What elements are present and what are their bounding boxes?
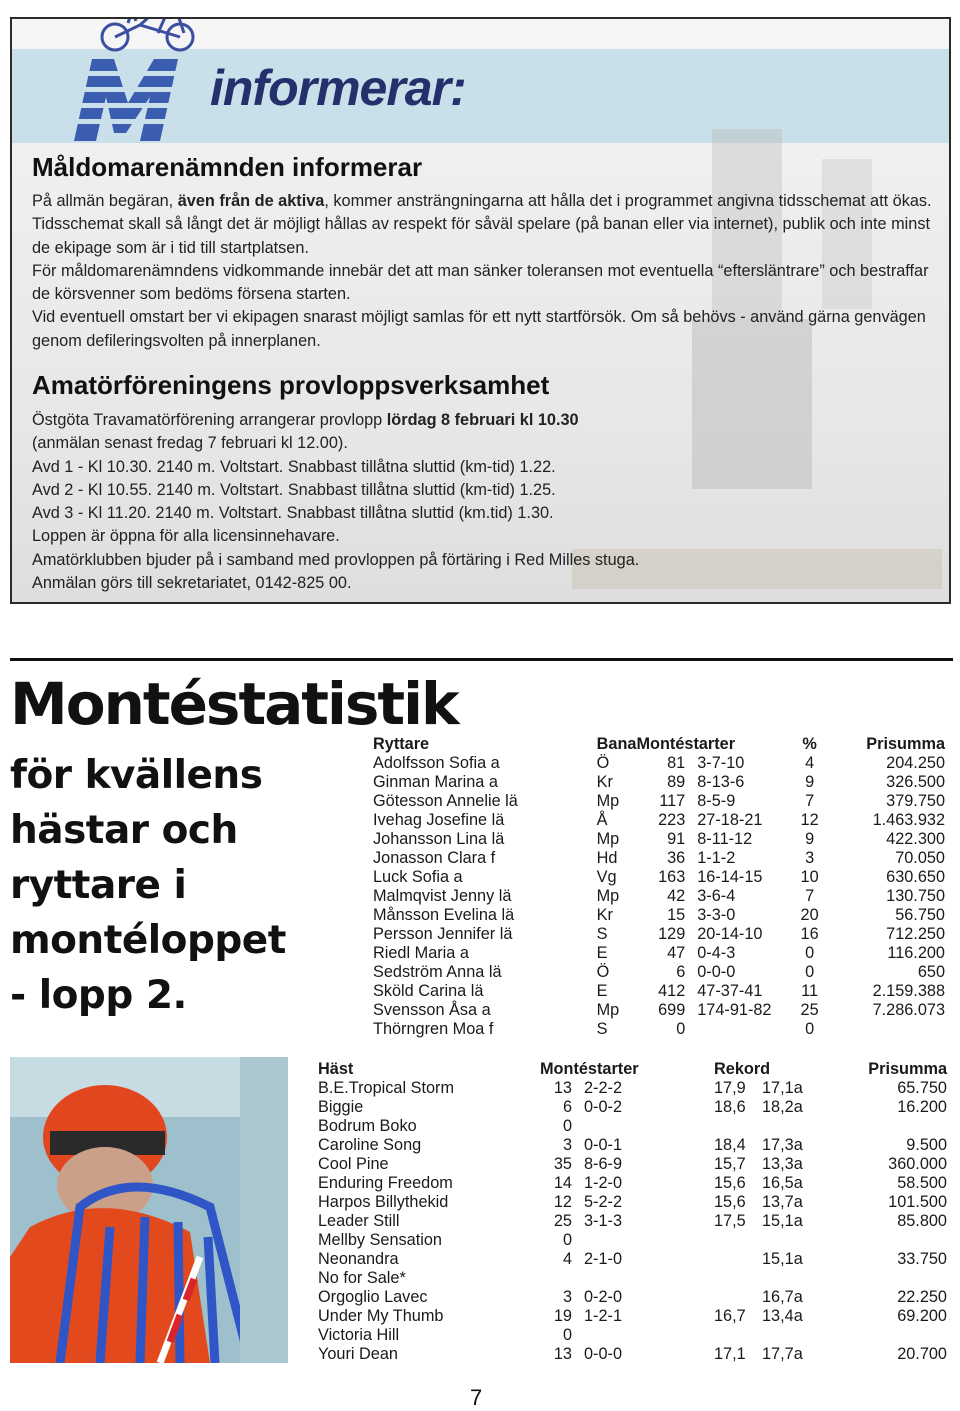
rider-row xyxy=(373,773,945,792)
horse-row-cell xyxy=(714,1250,760,1269)
rider-row-cell: Mp xyxy=(596,830,620,848)
horse-row-cell: 360.000 xyxy=(888,1155,947,1173)
horse-row-cell: Caroline Song xyxy=(318,1136,422,1154)
horse-row xyxy=(318,1307,947,1326)
rider-row xyxy=(373,792,945,811)
rider-row-cell: E xyxy=(596,944,608,962)
rider-row-cell: 27-18-21 xyxy=(697,811,763,829)
horse-row-cell: Leader Still xyxy=(318,1212,400,1230)
horse-row-cell: 9.500 xyxy=(906,1136,947,1154)
rider-row-cell: 630.650 xyxy=(886,868,945,886)
rider-row-cell: 15 xyxy=(667,906,686,924)
rider-row xyxy=(373,868,945,887)
rider-row-cell: 422.300 xyxy=(886,830,945,848)
info-box xyxy=(10,17,951,604)
horse-header-row xyxy=(318,1060,947,1079)
horse-row-cell: 2-2-2 xyxy=(584,1079,623,1097)
amateur-line-6: Loppen är öppna för alla licensinnehavare. xyxy=(32,527,340,546)
rider-row-cell: 0-0-0 xyxy=(697,963,736,981)
rider-row-cell: 163 xyxy=(658,868,686,886)
rider-row xyxy=(373,849,945,868)
notice-paragraph-3: Vid eventuell omstart ber vi ekipagen snarast möjligt samlas för ett nytt startförsök. Om så behövs - använd gärna genvägen genom defileringsvolten på innerplanen. xyxy=(32,308,926,350)
horse-row-cell: Harpos Billythekid xyxy=(318,1193,449,1211)
rider-row-cell: S xyxy=(596,925,608,943)
rider-row-cell: 9 xyxy=(805,773,815,791)
rider-row-cell: 89 xyxy=(667,773,686,791)
rider-row-cell: 117 xyxy=(659,792,686,810)
rider-row-cell: E xyxy=(596,982,608,1000)
rider-row-cell: 2.159.388 xyxy=(872,982,945,1000)
brand-title: informerar: xyxy=(210,60,466,116)
horse-row-cell: 65.750 xyxy=(897,1079,947,1097)
horse-row xyxy=(318,1117,947,1136)
horse-row xyxy=(318,1288,947,1307)
rider-row-cell: Hd xyxy=(596,849,618,867)
horse-row-cell: 15,1a xyxy=(762,1212,803,1230)
horse-row-cell: 6 xyxy=(562,1098,572,1116)
rider-row-cell: 6 xyxy=(676,963,686,981)
rider-row-cell: 7 xyxy=(805,792,815,810)
rider-row-cell: Jonasson Clara f xyxy=(373,849,496,867)
horse-row xyxy=(318,1326,947,1345)
rider-col-percent: % xyxy=(802,735,817,753)
horse-row-cell: 0 xyxy=(562,1326,572,1344)
rider-row-cell: 91 xyxy=(667,830,686,848)
notice-p1-start: På allmän begäran, xyxy=(32,192,178,210)
horse-row-cell xyxy=(714,1117,760,1136)
horse-row-cell xyxy=(540,1269,572,1288)
horse-row-cell: 0-0-0 xyxy=(584,1345,623,1363)
horse-row-cell xyxy=(572,1269,714,1288)
horse-row-cell xyxy=(714,1231,760,1250)
horse-row-cell: 12 xyxy=(553,1193,572,1211)
horse-row xyxy=(318,1174,947,1193)
horse-row-cell: 20.700 xyxy=(897,1345,947,1363)
rider-row-cell: 9 xyxy=(805,830,815,848)
rider-row-cell: Ö xyxy=(596,963,610,981)
horse-col-starts: Montéstarter xyxy=(540,1060,639,1078)
horse-row-cell: 15,6 xyxy=(714,1193,746,1211)
horse-row-cell: Orgoglio Lavec xyxy=(318,1288,428,1306)
horse-row-cell xyxy=(760,1231,840,1250)
amateur-text xyxy=(32,409,937,595)
horse-row-cell: 0-2-0 xyxy=(584,1288,623,1306)
rider-row-cell: 0-4-3 xyxy=(697,944,736,962)
subtitle-line-1: för kvällens xyxy=(10,753,263,798)
rider-row-cell: 20-14-10 xyxy=(697,925,763,943)
horse-table xyxy=(318,1060,947,1364)
rider-row-cell: 3 xyxy=(805,849,815,867)
rider-row-cell: Luck Sofia a xyxy=(373,868,463,886)
rider-row-cell: Johansson Lina lä xyxy=(373,830,505,848)
rider-row-cell: 412 xyxy=(658,982,686,1000)
notice-paragraph-2: För måldomarenämndens vidkommande innebär det att man sänker toleransen mot eventuella “eftersläntrare” och bestraffar de körsvenner som bedöms försena starten. xyxy=(32,261,929,304)
horse-row-cell: 18,6 xyxy=(714,1098,746,1116)
horse-row-cell xyxy=(760,1269,840,1288)
amateur-line-1 xyxy=(32,409,937,432)
section-divider xyxy=(10,658,953,661)
horse-row-cell: 0-0-2 xyxy=(584,1098,623,1116)
rider-row-cell: 699 xyxy=(658,1001,686,1019)
rider-row-cell: 12 xyxy=(800,811,819,829)
horse-row-cell: 14 xyxy=(553,1174,572,1192)
horse-row-cell xyxy=(840,1269,947,1288)
rider-row-cell: 650 xyxy=(917,963,945,981)
rider-row xyxy=(373,1001,945,1020)
horse-row xyxy=(318,1155,947,1174)
rider-row-cell: 0 xyxy=(805,963,815,981)
rider-row-cell: 16-14-15 xyxy=(697,868,763,886)
horse-row-cell: 17,7a xyxy=(762,1345,803,1363)
rider-row-cell: 47-37-41 xyxy=(697,982,763,1000)
rider-row-cell: 8-13-6 xyxy=(697,773,745,791)
notice-text xyxy=(32,190,937,353)
rider-col-starts: Montéstarter xyxy=(636,735,736,753)
amateur-line-4: Avd 2 - Kl 10.55. 2140 m. Voltstart. Snabbast tillåtna sluttid (km-tid) 1.25. xyxy=(32,480,556,499)
rider-row-cell: 47 xyxy=(667,944,686,962)
rider-row-cell: Adolfsson Sofia a xyxy=(373,754,500,772)
rider-row-cell: 3-6-4 xyxy=(697,887,736,905)
horse-row-cell: 35 xyxy=(553,1155,572,1173)
rider-row xyxy=(373,982,945,1001)
rider-row-cell: 379.750 xyxy=(886,792,945,810)
rider-row-cell: 8-11-12 xyxy=(697,830,753,848)
rider-col-track: Bana xyxy=(596,735,637,753)
rider-row-cell: 1-1-2 xyxy=(697,849,736,867)
horse-row xyxy=(318,1193,947,1212)
horse-row-cell: 16,7a xyxy=(762,1288,803,1306)
rider-table xyxy=(373,735,945,1039)
horse-row-cell: 16,7 xyxy=(714,1307,746,1325)
horse-row-cell: 8-6-9 xyxy=(584,1155,623,1173)
rider-row-cell xyxy=(835,1020,945,1039)
rider-row xyxy=(373,906,945,925)
rider-row-cell: Svensson Åsa a xyxy=(373,1001,491,1019)
rider-row-cell: 11 xyxy=(801,982,819,1000)
horse-row-cell xyxy=(572,1326,714,1345)
horse-row-cell: 17,1a xyxy=(762,1079,803,1097)
page-number: 7 xyxy=(470,1385,483,1410)
rider-row-cell: Ö xyxy=(596,754,610,772)
horse-row xyxy=(318,1231,947,1250)
rider-row-cell: Å xyxy=(596,811,608,829)
rider-row xyxy=(373,830,945,849)
horse-row-cell: 13,3a xyxy=(762,1155,803,1173)
rider-row-cell: 204.250 xyxy=(886,754,945,772)
rider-row-cell: 36 xyxy=(667,849,686,867)
rider-row-cell: 10 xyxy=(800,868,819,886)
horse-row-cell xyxy=(572,1231,714,1250)
horse-row-cell: 13 xyxy=(553,1345,572,1363)
rider-row-cell: 712.250 xyxy=(886,925,945,943)
stats-subtitle xyxy=(10,748,310,1023)
amateur-line-5: Avd 3 - Kl 11.20. 2140 m. Voltstart. Snabbast tillåtna sluttid (km.tid) 1.30. xyxy=(32,504,554,523)
amateur-line-8: Anmälan görs till sekretariatet, 0142-825 00. xyxy=(32,574,352,593)
horse-row-cell: Mellby Sensation xyxy=(318,1231,442,1249)
rider-row-cell: 25 xyxy=(800,1001,819,1019)
rider-row-cell: Sedström Anna lä xyxy=(373,963,502,981)
rider-row-cell: Persson Jennifer lä xyxy=(373,925,513,943)
horse-row-cell: 1-2-1 xyxy=(584,1307,623,1325)
rider-row-cell: 0 xyxy=(805,944,815,962)
horse-row-cell: Bodrum Boko xyxy=(318,1117,417,1135)
horse-row-cell xyxy=(714,1269,760,1288)
rider-row xyxy=(373,754,945,773)
horse-row-cell: 0 xyxy=(562,1117,572,1135)
horse-row-cell: 17,9 xyxy=(714,1079,746,1097)
rider-row-cell: 326.500 xyxy=(886,773,945,791)
horse-row-cell: 22.250 xyxy=(897,1288,947,1306)
subtitle-line-5: - lopp 2. xyxy=(10,973,187,1018)
horse-row-cell: Neonandra xyxy=(318,1250,399,1268)
rider-row-cell: Kr xyxy=(596,906,613,924)
horse-row-cell: 4 xyxy=(562,1250,572,1268)
amateur-line-7: Amatörklubben bjuder på i samband med provloppen på förtäring i Red Milles stuga. xyxy=(32,550,640,569)
subtitle-line-4: montéloppet xyxy=(10,918,286,963)
horse-row-cell: B.E.Tropical Storm xyxy=(318,1079,455,1097)
rider-row-cell: Götesson Annelie lä xyxy=(373,792,518,810)
horse-row xyxy=(318,1250,947,1269)
horse-row xyxy=(318,1269,947,1288)
rider-row-cell: Malmqvist Jenny lä xyxy=(373,887,512,905)
horse-col-prize: Prisumma xyxy=(868,1060,947,1078)
horse-row-cell: 13,7a xyxy=(762,1193,803,1211)
subtitle-line-3: ryttare i xyxy=(10,863,187,908)
notice-paragraph-1 xyxy=(32,190,937,260)
horse-row-cell: Victoria Hill xyxy=(318,1326,400,1344)
rider-row-cell: 3-7-10 xyxy=(697,754,745,772)
horse-row-cell xyxy=(840,1231,947,1250)
rider-row-cell: 0 xyxy=(805,1020,815,1038)
horse-row-cell: 18,2a xyxy=(762,1098,803,1116)
horse-row-cell: Youri Dean xyxy=(318,1345,398,1363)
horse-row-cell xyxy=(714,1288,760,1307)
horse-row xyxy=(318,1079,947,1098)
rider-row-cell: Mp xyxy=(596,887,620,905)
rider-row-cell: Månsson Evelina lä xyxy=(373,906,515,924)
horse-row-cell: 2-1-0 xyxy=(584,1250,623,1268)
rider-row xyxy=(373,1020,945,1039)
horse-row-cell: 13,4a xyxy=(762,1307,803,1325)
horse-col-name: Häst xyxy=(318,1060,354,1078)
amateur-line1-bold: lördag 8 februari kl 10.30 xyxy=(386,411,579,429)
horse-row-cell: 15,6 xyxy=(714,1174,746,1192)
rider-row xyxy=(373,925,945,944)
rider-row-cell: 0 xyxy=(676,1020,686,1038)
rider-row-cell: 4 xyxy=(805,754,815,772)
rider-row xyxy=(373,963,945,982)
subtitle-line-2: hästar och xyxy=(10,808,238,853)
rider-row-cell: Ginman Marina a xyxy=(373,773,498,791)
rider-row-cell: 129 xyxy=(658,925,686,943)
horse-row-cell: 17,1 xyxy=(714,1345,746,1363)
horse-row-cell: 0-0-1 xyxy=(584,1136,623,1154)
rider-row-cell: 20 xyxy=(800,906,819,924)
horse-row xyxy=(318,1136,947,1155)
rider-row-cell: 174-91-82 xyxy=(697,1001,772,1019)
horse-row-cell: Cool Pine xyxy=(318,1155,389,1173)
rider-row-cell: Mp xyxy=(596,1001,620,1019)
horse-row-cell: 25 xyxy=(553,1212,572,1230)
horse-row-cell: 17,3a xyxy=(762,1136,803,1154)
rider-row-cell: 1.463.932 xyxy=(872,811,945,829)
amateur-line-3: Avd 1 - Kl 10.30. 2140 m. Voltstart. Snabbast tillåtna sluttid (km-tid) 1.22. xyxy=(32,457,556,476)
horse-row-cell xyxy=(572,1117,714,1136)
logo-icon xyxy=(70,17,210,147)
rider-header-row xyxy=(373,735,945,754)
horse-row-cell: 13 xyxy=(553,1079,572,1097)
rider-col-name: Ryttare xyxy=(373,735,430,753)
horse-row-cell: 3-1-3 xyxy=(584,1212,623,1230)
horse-col-record: Rekord xyxy=(714,1060,771,1078)
horse-row-cell xyxy=(840,1326,947,1345)
notice-p1-bold: även från de aktiva xyxy=(177,192,325,210)
horse-row xyxy=(318,1212,947,1231)
horse-row-cell: 1-2-0 xyxy=(584,1174,623,1192)
rider-col-prize: Prisumma xyxy=(866,735,945,753)
horse-row-cell: 19 xyxy=(553,1307,572,1325)
stats-title: Montéstatistik xyxy=(10,670,458,738)
rider-row-cell: 70.050 xyxy=(895,849,945,867)
notice-heading: Måldomarenämnden informerar xyxy=(32,152,423,182)
horse-row-cell: 17,5 xyxy=(714,1212,746,1230)
rider-row-cell: 7.286.073 xyxy=(872,1001,945,1019)
jockey-photo xyxy=(10,1057,288,1363)
horse-row xyxy=(318,1345,947,1364)
horse-row xyxy=(318,1098,947,1117)
rider-row-cell xyxy=(685,1020,784,1039)
horse-row-cell: No for Sale* xyxy=(318,1269,406,1287)
amateur-heading: Amatörföreningens provloppsverksamhet xyxy=(32,370,550,400)
horse-row-cell: Enduring Freedom xyxy=(318,1174,453,1192)
horse-row-cell: 5-2-2 xyxy=(584,1193,623,1211)
horse-row-cell: 15,1a xyxy=(762,1250,803,1268)
horse-row-cell: 33.750 xyxy=(897,1250,947,1268)
horse-row-cell: 16,5a xyxy=(762,1174,803,1192)
rider-row-cell: 223 xyxy=(658,811,686,829)
rider-row-cell: 16 xyxy=(800,925,819,943)
rider-row-cell: 116.200 xyxy=(887,944,945,962)
rider-row-cell: 130.750 xyxy=(886,887,945,905)
rider-row-cell: 8-5-9 xyxy=(697,792,736,810)
rider-row-cell: Sköld Carina lä xyxy=(373,982,484,1000)
rider-row-cell: 7 xyxy=(805,887,815,905)
horse-row-cell: 69.200 xyxy=(897,1307,947,1325)
notice-p1-end: , kommer ansträngningarna att hålla det i programmet angivna tidsschemat att ökas. Tidsschemat skall så långt det är möjligt hållas av respekt för såväl spelare (på banan eller via internet), publik och inte minst de ekipage som är i tid till startplatsen. xyxy=(32,192,932,257)
rider-row-cell: Vg xyxy=(596,868,617,886)
horse-row-cell xyxy=(760,1326,840,1345)
rider-row-cell: Ivehag Josefine lä xyxy=(373,811,505,829)
rider-row-cell: 42 xyxy=(667,887,686,905)
rider-row-cell: Mp xyxy=(596,792,620,810)
rider-row-cell: Thörngren Moa f xyxy=(373,1020,494,1038)
horse-row-cell xyxy=(760,1117,840,1136)
rider-row-cell: Riedl Maria a xyxy=(373,944,469,962)
horse-row-cell: 18,4 xyxy=(714,1136,746,1154)
horse-row-cell: 101.500 xyxy=(888,1193,947,1211)
horse-row-cell: Biggie xyxy=(318,1098,364,1116)
amateur-line1-start: Östgöta Travamatörförening arrangerar provlopp xyxy=(32,411,387,429)
rider-row xyxy=(373,944,945,963)
rider-row-cell: 3-3-0 xyxy=(697,906,736,924)
rider-row-cell: 81 xyxy=(667,754,686,772)
horse-row-cell xyxy=(840,1117,947,1136)
horse-row-cell: 85.800 xyxy=(897,1212,947,1230)
horse-row-cell: Under My Thumb xyxy=(318,1307,444,1325)
rider-row-cell: 56.750 xyxy=(895,906,945,924)
horse-row-cell: 3 xyxy=(562,1288,572,1306)
rider-row xyxy=(373,811,945,830)
rider-row xyxy=(373,887,945,906)
amateur-line-2: (anmälan senast fredag 7 februari kl 12.00). xyxy=(32,434,348,453)
horse-row-cell xyxy=(714,1326,760,1345)
rider-row-cell: Kr xyxy=(596,773,613,791)
horse-row-cell: 15,7 xyxy=(714,1155,746,1173)
horse-row-cell: 16.200 xyxy=(897,1098,947,1116)
horse-row-cell: 0 xyxy=(562,1231,572,1249)
horse-row-cell: 58.500 xyxy=(897,1174,947,1192)
horse-row-cell: 3 xyxy=(562,1136,572,1154)
rider-row-cell: S xyxy=(596,1020,608,1038)
